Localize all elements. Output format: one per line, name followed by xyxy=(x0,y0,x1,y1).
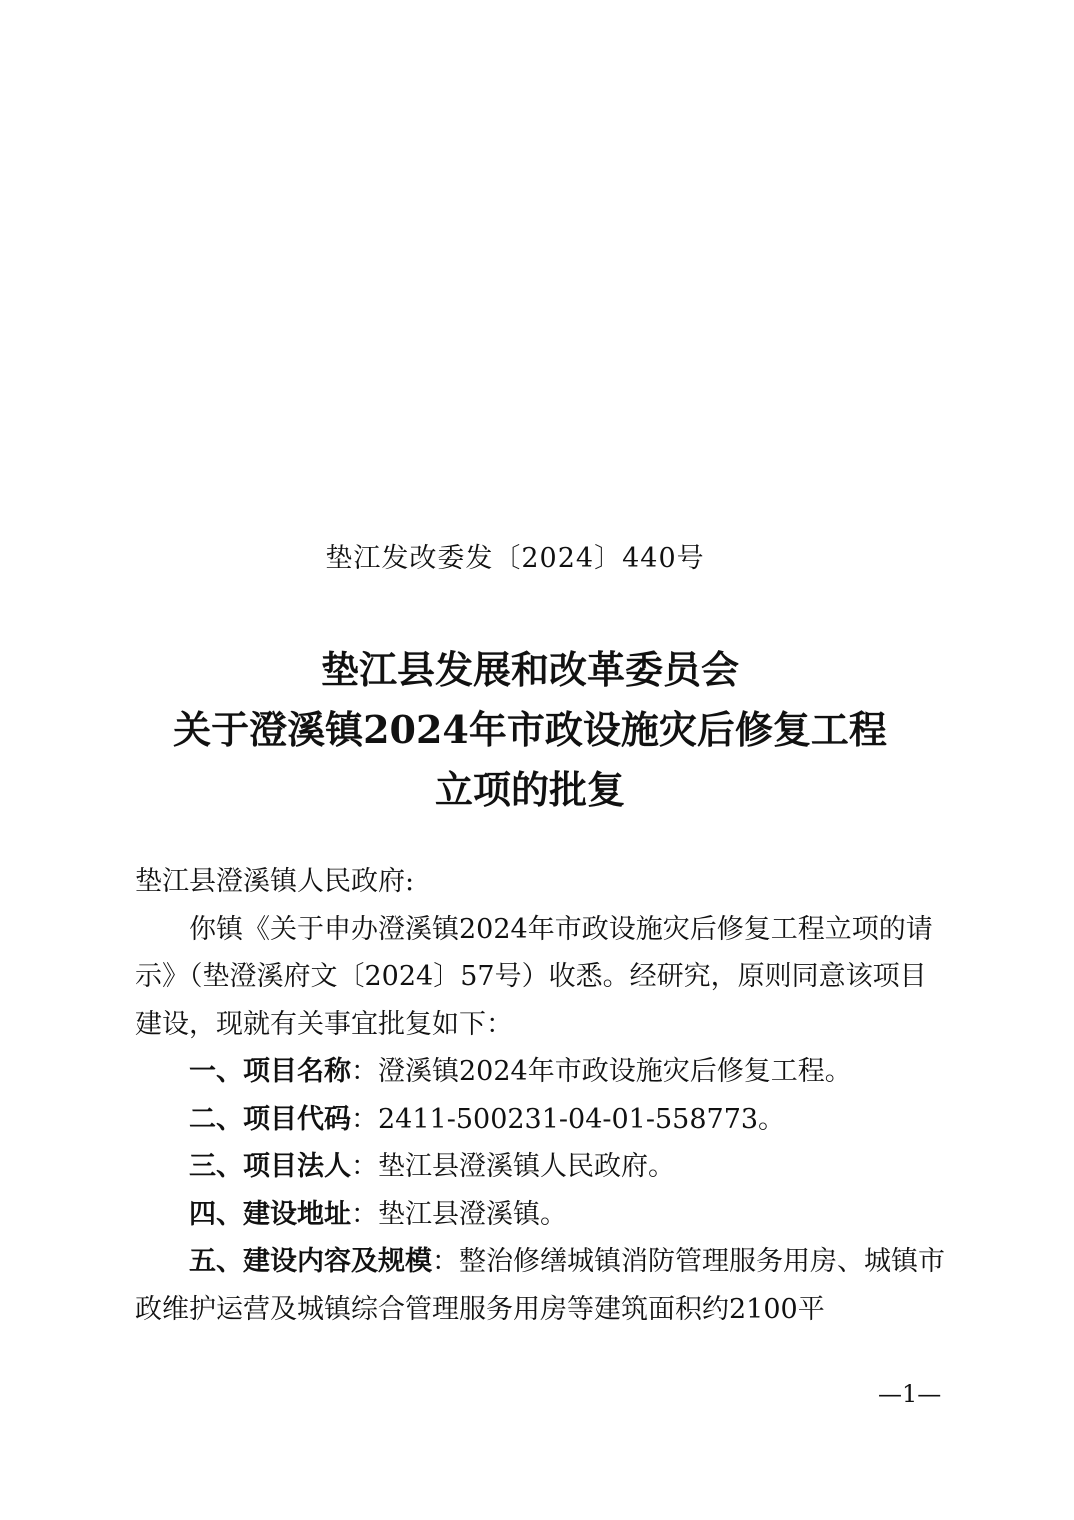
item-label: 四、建设地址 xyxy=(189,1198,351,1230)
item-value: ：垫江县澄溪镇。 xyxy=(351,1198,567,1230)
item-project-legal-person xyxy=(135,1143,945,1191)
item-construction-content xyxy=(135,1238,945,1333)
item-value: ：2411-500231-04-01-558773。 xyxy=(351,1103,786,1135)
item-label: 五、建设内容及规模 xyxy=(189,1246,432,1277)
item-value: ：整治修缮城镇消防管理服务用房、城镇市政维护运营及城镇综合管理服务用房等建筑面积约2100平 xyxy=(135,1246,945,1325)
item-project-code xyxy=(135,1096,945,1144)
document-title xyxy=(0,640,1060,820)
item-value: ：澄溪镇2024年市政设施灾后修复工程。 xyxy=(351,1056,852,1087)
document-body xyxy=(135,858,945,1333)
item-label: 一、项目名称 xyxy=(189,1056,351,1087)
title-line-2: 关于澄溪镇2024年市政设施灾后修复工程 xyxy=(173,707,887,752)
item-project-name xyxy=(135,1048,945,1096)
item-construction-address xyxy=(135,1191,945,1239)
item-label: 三、项目法人 xyxy=(189,1151,351,1182)
title-line-1: 垫江县发展和改革委员会 xyxy=(320,647,739,692)
item-label: 二、项目代码 xyxy=(189,1103,351,1135)
page-number: —1— xyxy=(878,1380,942,1408)
title-line-3: 立项的批复 xyxy=(434,767,625,812)
intro-paragraph: 你镇《关于申办澄溪镇2024年市政设施灾后修复工程立项的请示》（垫澄溪府文〔2024〕57号）收悉。经研究，原则同意该项目建设，现就有关事宜批复如下： xyxy=(135,913,933,1040)
item-value: ：垫江县澄溪镇人民政府。 xyxy=(351,1151,675,1182)
document-number: 垫江发改委发〔2024〕440号 xyxy=(325,543,705,574)
addressee: 垫江县澄溪镇人民政府: xyxy=(135,866,415,897)
